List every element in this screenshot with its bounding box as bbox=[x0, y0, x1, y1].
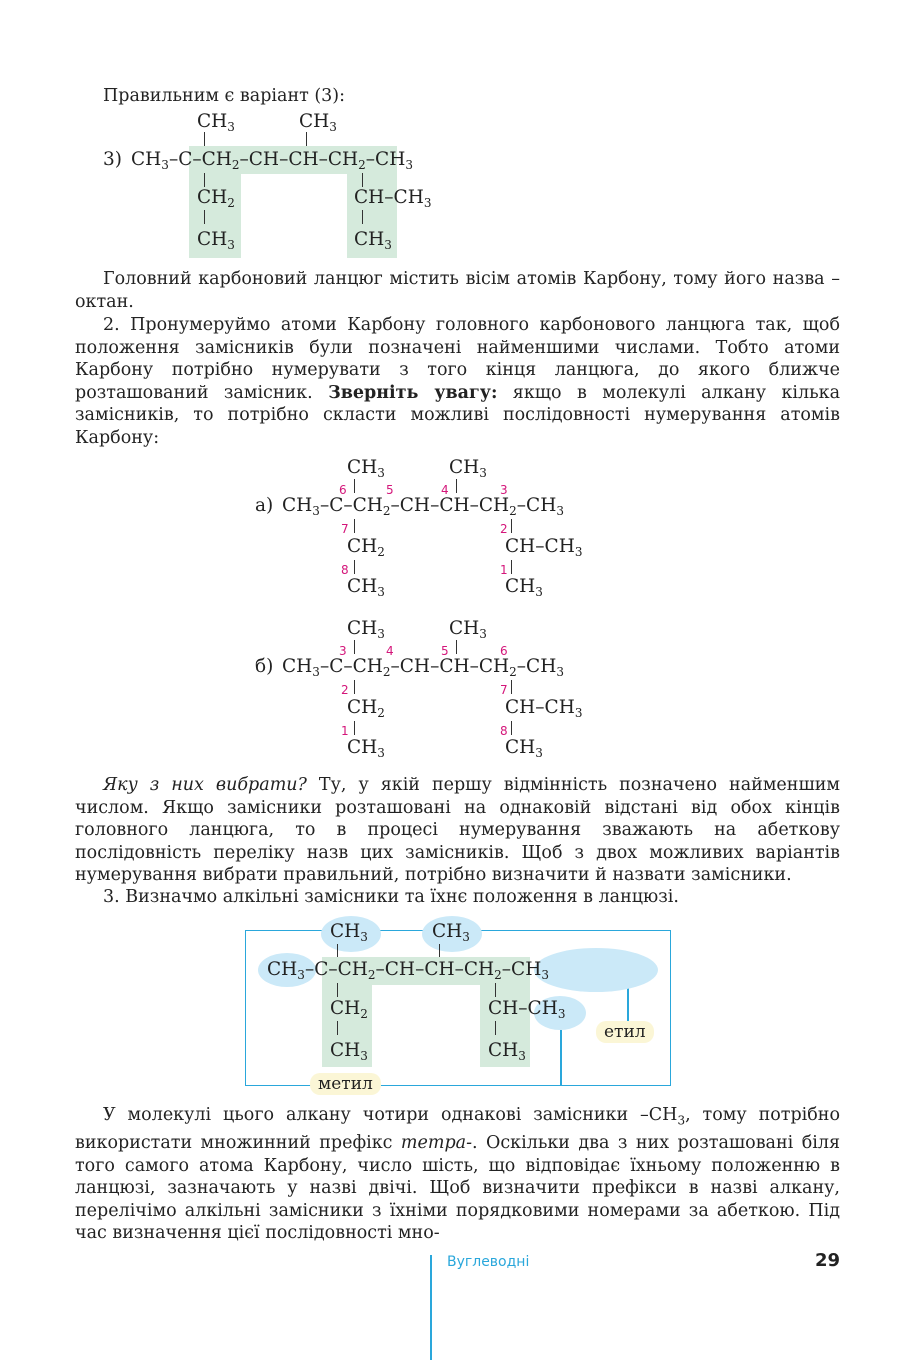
paragraph-substituents: 3. Визначмо алкільні замісники та їхнє положення в ланцюзі. bbox=[103, 887, 679, 907]
formula-a-label: а) bbox=[255, 495, 274, 516]
formula-variant-label: 3) bbox=[103, 149, 122, 170]
footer-section-title: Вуглеводні bbox=[447, 1254, 530, 1270]
paragraph-prefix: У молекулі цього алкану чотири однакові замісники $-CH_3$, тому потрібно використати множинний префікс тетра-. Оскільки два з них розташовані біля того самого атома Карбону, число шість, що відповідає їхньому положенню в ланцюзі, зазначають у назві двічі. Щоб визначити префікси в назві алкану, перелічімо алкільні замісники з їхніми порядковими номерами за абеткою. Під час визначення цієї послідовності мно- bbox=[75, 1105, 840, 1243]
label-methyl: метил bbox=[310, 1073, 381, 1095]
label-ethyl: етил bbox=[596, 1021, 654, 1043]
paragraph-numbering: 2. Пронумеруймо атоми Карбону головного карбонового ланцюга так, щоб положення замісників були позначені найменшими числами. Тобто атоми Карбону потрібно нумерувати з того кінця ланцюга, до якого ближче розташований замісник. Зверніть увагу: якщо в молекулі алкану кілька замісників, то потрібно скласти можливі послідовності нумерування атомів Карбону: bbox=[75, 315, 841, 448]
paragraph-main-chain: Головний карбоновий ланцюг містить вісім атомів Карбону, тому його назва – октан. bbox=[75, 269, 840, 312]
formula-b-label: б) bbox=[255, 656, 274, 677]
footer-divider bbox=[430, 1255, 432, 1360]
paragraph-choice: Яку з них вибрати? Ту, у якій першу відмінність позначено найменшим числом. Якщо замісники розташовані на однаковій відстані від обох кінців головного ланцюга, то в процесі нумерування зважають на абеткову послідовність переліку назв цих замісників. Щоб з двох можливих варіантів нумерування вибрати правильний, потрібно визначити й назвати замісники. bbox=[75, 775, 840, 885]
page-number: 29 bbox=[815, 1250, 841, 1271]
intro-line: Правильним є варіант (3): bbox=[103, 86, 346, 106]
